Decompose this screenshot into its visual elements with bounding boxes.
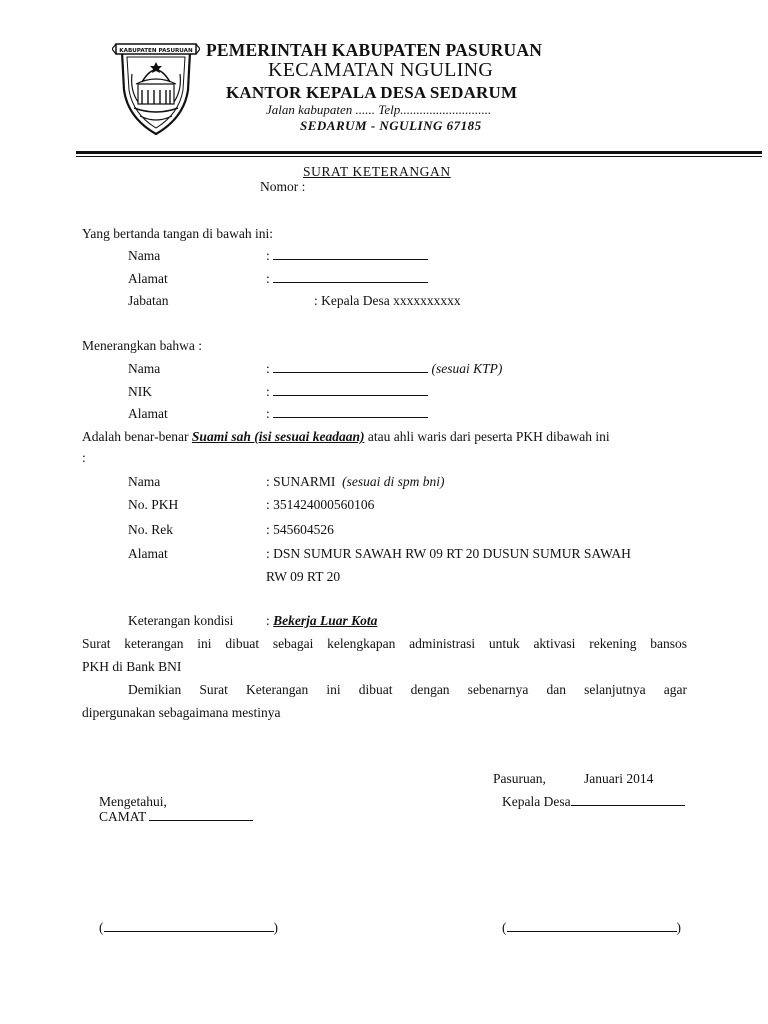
condition-label: Keterangan kondisi [128, 613, 234, 628]
subject-alamat-field: : [266, 406, 428, 422]
pkh-number-value: : 351424000560106 [266, 497, 375, 512]
signer-nama-field: : [266, 248, 428, 264]
place-label: Pasuruan, [493, 771, 546, 786]
pkh-alamat-value-1: : DSN SUMUR SAWAH RW 09 RT 20 DUSUN SUMUR SAWAH [266, 546, 631, 561]
signer-jabatan-value: : Kepala Desa xxxxxxxxxx [314, 293, 461, 308]
regency-emblem-icon [112, 38, 200, 138]
signer-alamat-label: Alamat [128, 271, 168, 286]
document-title: SURAT KETERANGAN [303, 164, 451, 179]
right-sign-title: Kepala Desa [502, 794, 685, 810]
pkh-nama-note: (sesuai di spm bni) [342, 474, 445, 489]
relation-statement: Adalah benar-benar Suami sah (isi sesuai keadaan) atau ahli waris dari peserta PKH dibawah ini [82, 429, 610, 444]
relation-emphasis: Suami sah (isi sesuai keadaan) [191, 429, 365, 444]
pkh-alamat-label: Alamat [128, 546, 168, 561]
right-signature-line: ( ) [502, 920, 681, 935]
condition-emphasis: Bekerja Luar Kota [273, 613, 378, 628]
letterhead-district: KECAMATAN NGULING [268, 59, 494, 81]
letterhead-address: Jalan kabupaten ...... Telp............................ [266, 102, 492, 117]
intro-text: Yang bertanda tangan di bawah ini: [82, 226, 273, 241]
closing-line-2: dipergunakan sebagaimana mestinya [82, 705, 281, 720]
subject-nama-label: Nama [128, 361, 161, 376]
regency-logo [112, 38, 200, 138]
signer-alamat-field: : [266, 271, 428, 287]
pkh-alamat-value-2: RW 09 RT 20 [266, 569, 341, 584]
relation-trailing-colon: : [82, 450, 86, 465]
pkh-rek-label: No. Rek [128, 522, 173, 537]
statement-intro: Menerangkan bahwa : [82, 338, 202, 353]
closing-line-1: Demikian Surat Keterangan ini dibuat dengan sebenarnya dan selanjutnya agar [128, 682, 687, 697]
letterhead-postal: SEDARUM - NGULING 67185 [300, 118, 482, 133]
purpose-line-1: Surat keterangan ini dibuat sebagai kelengkapan administrasi untuk aktivasi rekening bansos [82, 636, 687, 651]
left-sign-title: CAMAT [99, 809, 253, 825]
signer-nama-label: Nama [128, 248, 161, 263]
subject-nik-label: NIK [128, 384, 152, 399]
pkh-nama-value: : SUNARMI (sesuai di spm bni) [266, 474, 445, 489]
nomor-label: Nomor : [260, 179, 306, 194]
subject-nik-field: : [266, 384, 428, 400]
left-signature-line: ( ) [99, 920, 278, 935]
subject-alamat-label: Alamat [128, 406, 168, 421]
signer-jabatan-label: Jabatan [128, 293, 169, 308]
letterhead-rule-thick [76, 151, 762, 154]
letterhead-government: PEMERINTAH KABUPATEN PASURUAN [206, 40, 543, 60]
letterhead-office: KANTOR KEPALA DESA SEDARUM [226, 83, 518, 102]
purpose-line-2: PKH di Bank BNI [82, 659, 182, 674]
logo-text: KABUPATEN PASURUAN [119, 48, 193, 54]
pkh-rek-value: : 545604526 [266, 522, 334, 537]
pkh-nama-label: Nama [128, 474, 161, 489]
letterhead-rule-thin [76, 156, 762, 157]
pkh-number-label: No. PKH [128, 497, 179, 512]
left-sign-heading: Mengetahui, [99, 794, 167, 809]
condition-value: : Bekerja Luar Kota [266, 613, 378, 628]
subject-nama-note: (sesuai KTP) [431, 361, 503, 376]
subject-nama-field: : (sesuai KTP) [266, 361, 503, 376]
date-label: Januari 2014 [584, 771, 654, 786]
